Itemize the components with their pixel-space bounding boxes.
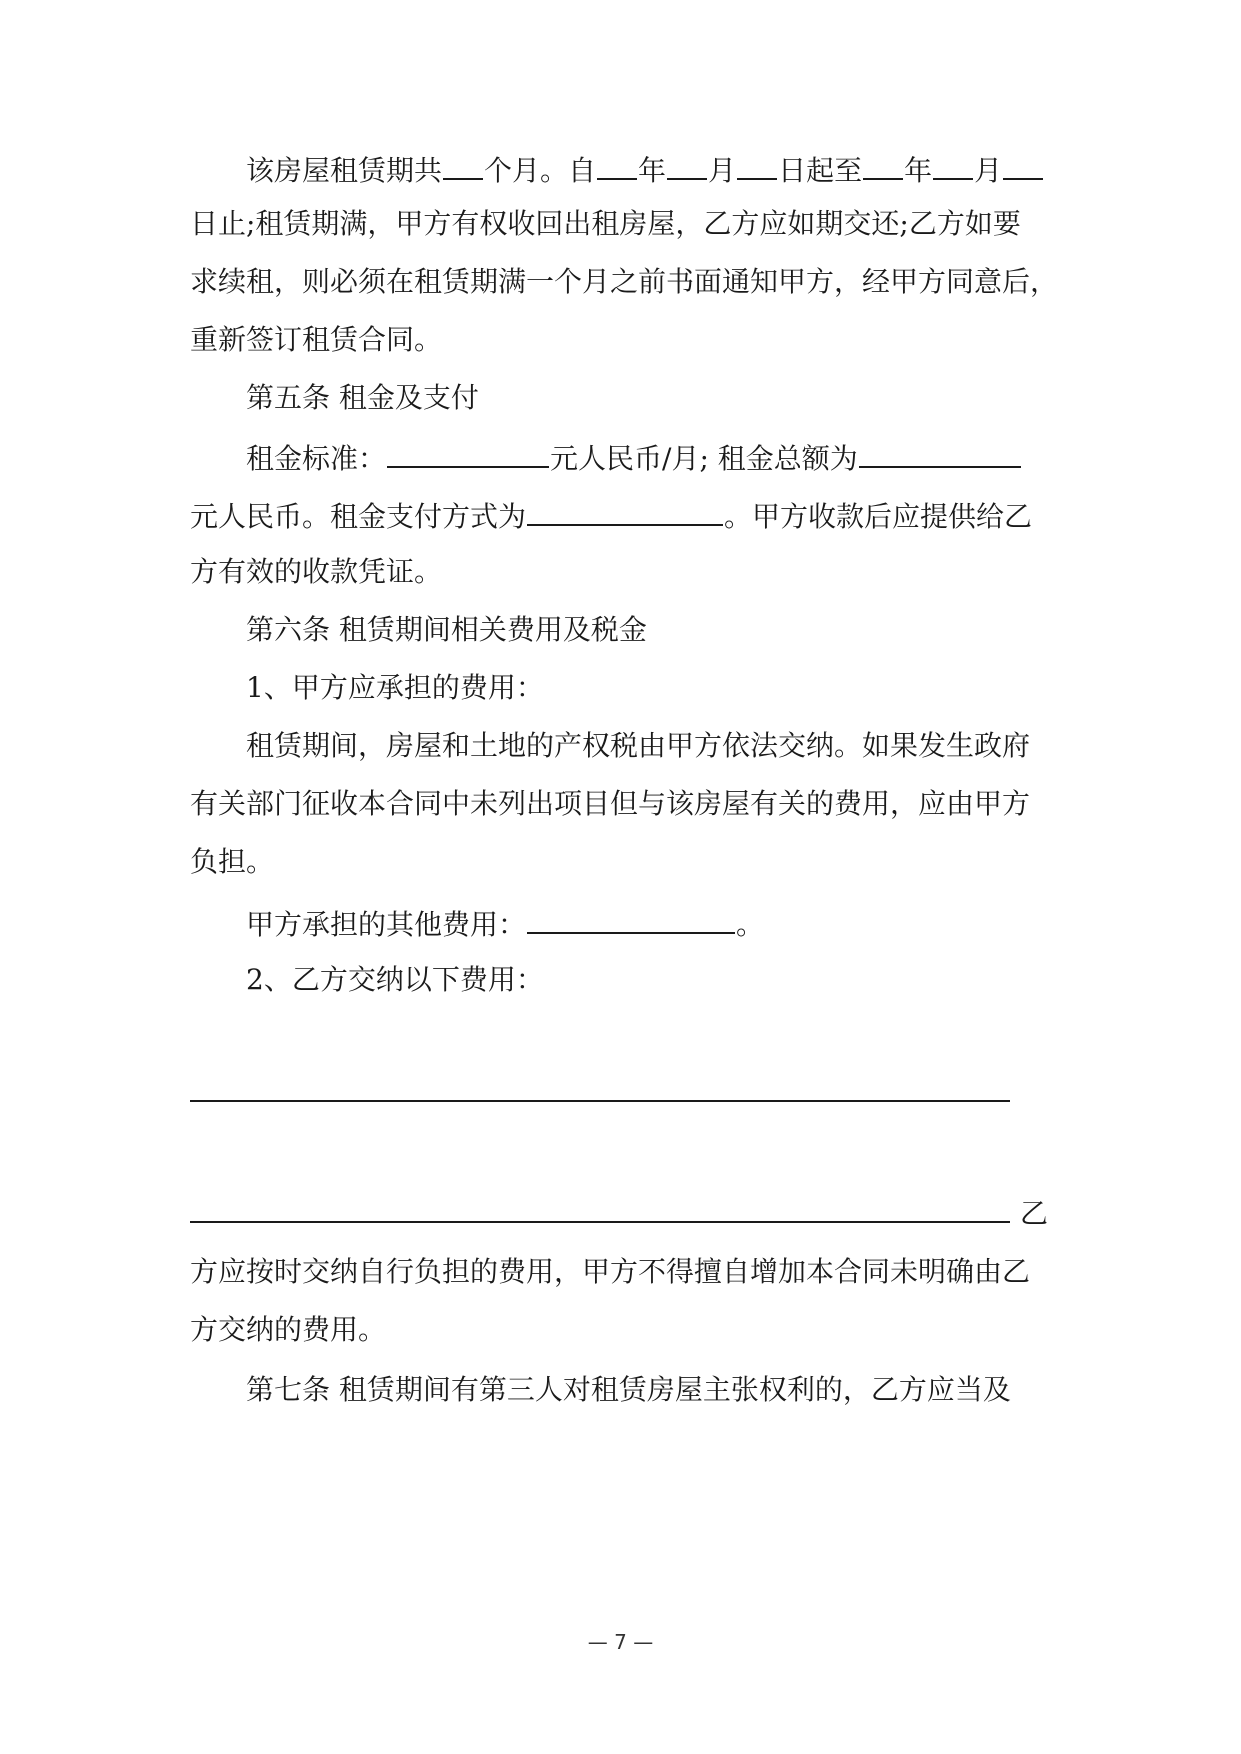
rent-line-3: 方有效的收款凭证。 [190, 555, 443, 588]
blank-total-rent[interactable] [859, 436, 1021, 468]
article-5-title: 第五条 租金及支付 [246, 381, 479, 414]
blank-other-fees[interactable] [527, 902, 735, 934]
rent-line-1 [246, 436, 1060, 479]
blank-start-day[interactable] [737, 148, 777, 180]
text: 个月。自 [484, 154, 597, 187]
blank-start-year[interactable] [597, 148, 637, 180]
text: 月 [974, 154, 1003, 187]
other-fees-line [246, 902, 1060, 945]
text: 租金标准： [246, 442, 387, 475]
text: 年 [904, 154, 933, 187]
text: 元人民币。租金支付方式为 [190, 500, 527, 533]
lease-term-line-4: 重新签订租赁合同。 [190, 323, 443, 356]
page-number: — 7 — [587, 1630, 654, 1654]
article-7-line-1: 第七条 租赁期间有第三人对租赁房屋主张权利的，乙方应当及 [246, 1373, 1011, 1406]
item-1-heading: 1、甲方应承担的费用： [246, 671, 544, 704]
blank-end-day[interactable] [1003, 148, 1043, 180]
tax-line-3: 负担。 [190, 845, 275, 878]
text: 。甲方收款后应提供给乙 [724, 500, 1033, 533]
blank-months[interactable] [443, 148, 483, 180]
text: 。 [736, 908, 765, 941]
text: 该房屋租赁期共 [246, 154, 443, 187]
blank-start-month[interactable] [667, 148, 707, 180]
tenant-fees-line-2: 方应按时交纳自行负担的费用，甲方不得擅自增加本合同未明确由乙 [190, 1255, 1031, 1288]
lease-term-line-1 [246, 148, 1060, 191]
text: 日起至 [778, 154, 863, 187]
tenant-fees-line-3: 方交纳的费用。 [190, 1313, 387, 1346]
text: 年 [638, 154, 667, 187]
blank-payment-method[interactable] [527, 494, 723, 526]
text: 月 [708, 154, 737, 187]
blank-monthly-rent[interactable] [387, 436, 549, 468]
rent-line-2 [190, 494, 1060, 537]
article-6-title: 第六条 租赁期间相关费用及税金 [246, 613, 647, 646]
tax-line-1: 租赁期间，房屋和土地的产权税由甲方依法交纳。如果发生政府 [246, 729, 1031, 762]
lease-term-line-3: 求续租，则必须在租赁期满一个月之前书面通知甲方，经甲方同意后， [190, 265, 1059, 298]
item-2-heading: 2、乙方交纳以下费用： [246, 963, 544, 996]
text: 元人民币/月; 租金总额为 [550, 442, 858, 475]
tax-line-2: 有关部门征收本合同中未列出项目但与该房屋有关的费用，应由甲方 [190, 787, 1031, 820]
blank-end-month[interactable] [933, 148, 973, 180]
tenant-fees-tail: 乙 [1020, 1197, 1049, 1230]
lease-term-line-2: 日止;租赁期满，甲方有权收回出租房屋，乙方应如期交还;乙方如要 [190, 207, 1021, 240]
text: 甲方承担的其他费用： [246, 908, 527, 941]
blank-tenant-fees-1[interactable] [190, 1100, 1010, 1102]
blank-tenant-fees-2[interactable] [190, 1221, 1010, 1223]
blank-end-year[interactable] [863, 148, 903, 180]
